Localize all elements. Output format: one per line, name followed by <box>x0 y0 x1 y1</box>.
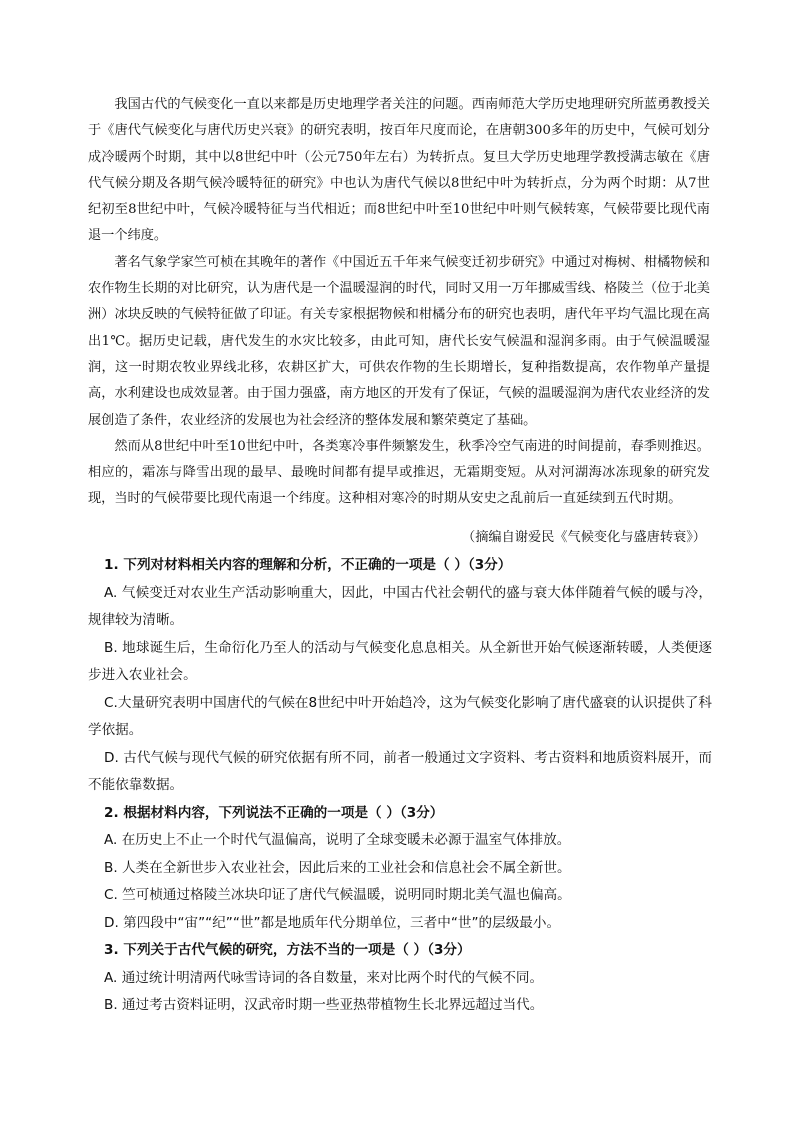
passage-paragraph-2: 著名气象学家竺可桢在其晚年的著作《中国近五千年来气候变迁初步研究》中通过对梅树、柑橘物候和农作物生长期的对比研究，认为唐代是一个温暖湿润的时代，同时又用一万年挪威雪线、格陵兰（位于北美洲）冰块反映的气候特征做了印证。有关专家根据物候和柑橘分布的研究也表明，唐代年平均气温比现在高出1℃。据历史记载，唐代发生的水灾比较多，由此可知，唐代长安气候温和湿润多雨。由于气候温暖湿润，这一时期农牧业界线北移，农耕区扩大，可供农作物的生长期增长，复种指数提高，农作物单产量提高，水利建设也成效显著。由于国力强盛，南方地区的开发有了保证，气候的温暖湿润为唐代农业经济的发展创造了条件，农业经济的发展也为社会经济的整体发展和繁荣奠定了基础。 <box>88 254 710 428</box>
question-2-stem: 2. 根据材料内容，下列说法不正确的一项是（ ）（3分） <box>104 804 444 821</box>
question-2-option-a: A. 在历史上不止一个时代气温偏高，说明了全球变暖未必源于温室气体排放。 <box>104 832 571 848</box>
question-3-option-a: A. 通过统计明清两代咏雪诗词的各自数量，来对比两个时代的气候不同。 <box>104 969 544 986</box>
question-2-option-d: D. 第四段中“宙”“纪”“世”都是地质年代分期单位，三者中“世”的层级最小。 <box>104 914 561 931</box>
questions <box>88 552 712 1020</box>
question-1-stem: 1. 下列对材料相关内容的理解和分析，不正确的一项是（ ）（3分） <box>104 557 512 573</box>
question-2-option-c: C. 竺可桢通过格陵兰冰块印证了唐代气候温暖，说明同时期北美气温也偏高。 <box>104 887 571 903</box>
question-1-option-a: A. 气候变迁对农业生产活动影响重大，因此，中国古代社会朝代的盛与衰大体伴随着气候的暖与冷，规律较为清晰。 <box>88 584 712 628</box>
question-3-option-b: B. 通过考古资料证明，汉武帝时期一些亚热带植物生长北界远超过当代。 <box>104 997 544 1013</box>
question-3-stem: 3. 下列关于古代气候的研究，方法不当的一项是（ ）（3分） <box>104 942 471 958</box>
reading-passage <box>88 92 710 513</box>
question-1-option-d: D. 古代气候与现代气候的研究依据有所不同，前者一般通过文字资料、考古资料和地质资料展开，而不能依靠数据。 <box>88 749 712 793</box>
question-2-option-b: B. 人类在全新世步入农业社会，因此后来的工业社会和信息社会不属全新世。 <box>104 859 571 876</box>
question-1-option-b: B. 地球诞生后，生命衍化乃至人的活动与气候变化息息相关。从全新世开始气候逐渐转暖，人类便逐步进入农业社会。 <box>88 639 712 683</box>
passage-paragraph-3: 然而从8世纪中叶至10世纪中叶，各类寒冷事件频繁发生，秋季冷空气南进的时间提前，春季则推迟。相应的，霜冻与降雪出现的最早、最晚时间都有提早或推迟，无霜期变短。从对河湖海冰冻现象的研究发现，当时的气候带要比现代南退一个纬度。这种相对寒冷的时期从安史之乱前后一直延续到五代时期。 <box>88 438 710 507</box>
question-1-option-c: C.大量研究表明中国唐代的气候在8世纪中叶开始趋冷，这为气候变化影响了唐代盛衰的认识提供了科学依据。 <box>88 694 712 738</box>
passage-paragraph-1: 我国古代的气候变化一直以来都是历史地理学者关注的问题。西南师范大学历史地理研究所蓝勇教授关于《唐代气候变化与唐代历史兴衰》的研究表明，按百年尺度而论，在唐朝300多年的历史中，气候可划分成冷暖两个时期，其中以8世纪中叶（公元750年左右）为转折点。复旦大学历史地理学教授满志敏在《唐代气候分期及各期气候冷暖特征的研究》中也认为唐代气候以8世纪中叶为转折点，分为两个时期：从7世纪初至8世纪中叶，气候冷暖特征与当代相近；而8世纪中叶至10世纪中叶则气候转寒，气候带要比现代南退一个纬度。 <box>88 97 710 244</box>
passage-source: （摘编自谢爱民《气候变化与盛唐转衰》） <box>462 530 706 545</box>
